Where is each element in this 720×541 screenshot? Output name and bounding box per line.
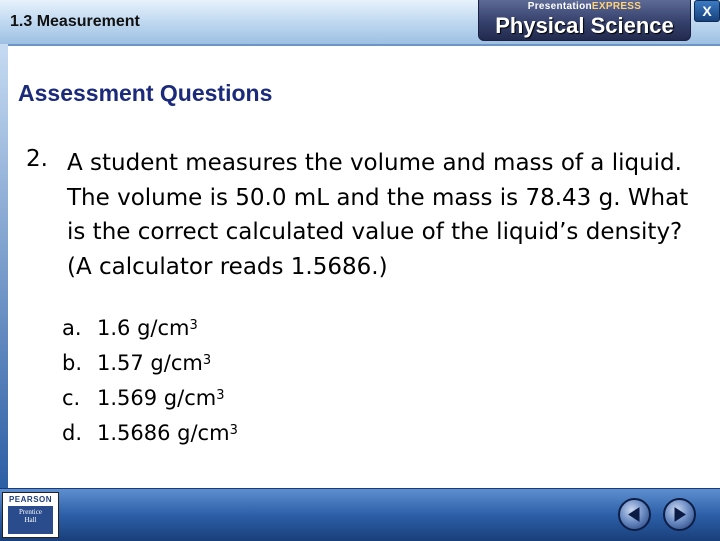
brand-prefix: Presentation [527, 1, 592, 12]
triangle-right-icon [672, 507, 687, 522]
question-number: 2. [26, 146, 48, 172]
option-letter: c. [62, 386, 81, 410]
publisher-logo [2, 492, 59, 538]
bottom-bar [0, 488, 720, 541]
close-button[interactable]: X [694, 0, 720, 22]
brand-title: Physical Science [495, 13, 674, 38]
next-slide-button[interactable] [663, 498, 696, 531]
question-text: A student measures the volume and mass of a liquid. The volume is 50.0 mL and the mass is 78.43 g. What is the correct calculated value of the liquid’s density? (A calculator reads 1.5686.) [67, 150, 689, 280]
option-value: 1.6 $g/cm^3$ [97, 316, 198, 340]
option-letter: d. [62, 421, 83, 445]
brand-banner [478, 0, 691, 41]
option-value: 1.5686 $g/cm^3$ [97, 421, 238, 445]
section-title: 1.3 Measurement [10, 13, 140, 30]
publisher-name: PEARSON [8, 495, 53, 504]
option-letter: b. [62, 351, 83, 375]
top-bar [0, 0, 720, 46]
prentice-hall-logo: Prentice Hall [8, 506, 53, 534]
triangle-left-icon [627, 507, 642, 522]
page-title: Assessment Questions [18, 80, 273, 106]
brand-express: EXPRESS [591, 1, 642, 12]
left-accent-strip [0, 44, 8, 488]
option-value: 1.57 $g/cm^3$ [97, 351, 212, 375]
brand-subtitle [479, 1, 690, 12]
option-value: 1.569 $g/cm^3$ [97, 386, 225, 410]
previous-slide-button[interactable] [618, 498, 651, 531]
option-letter: a. [62, 316, 82, 340]
